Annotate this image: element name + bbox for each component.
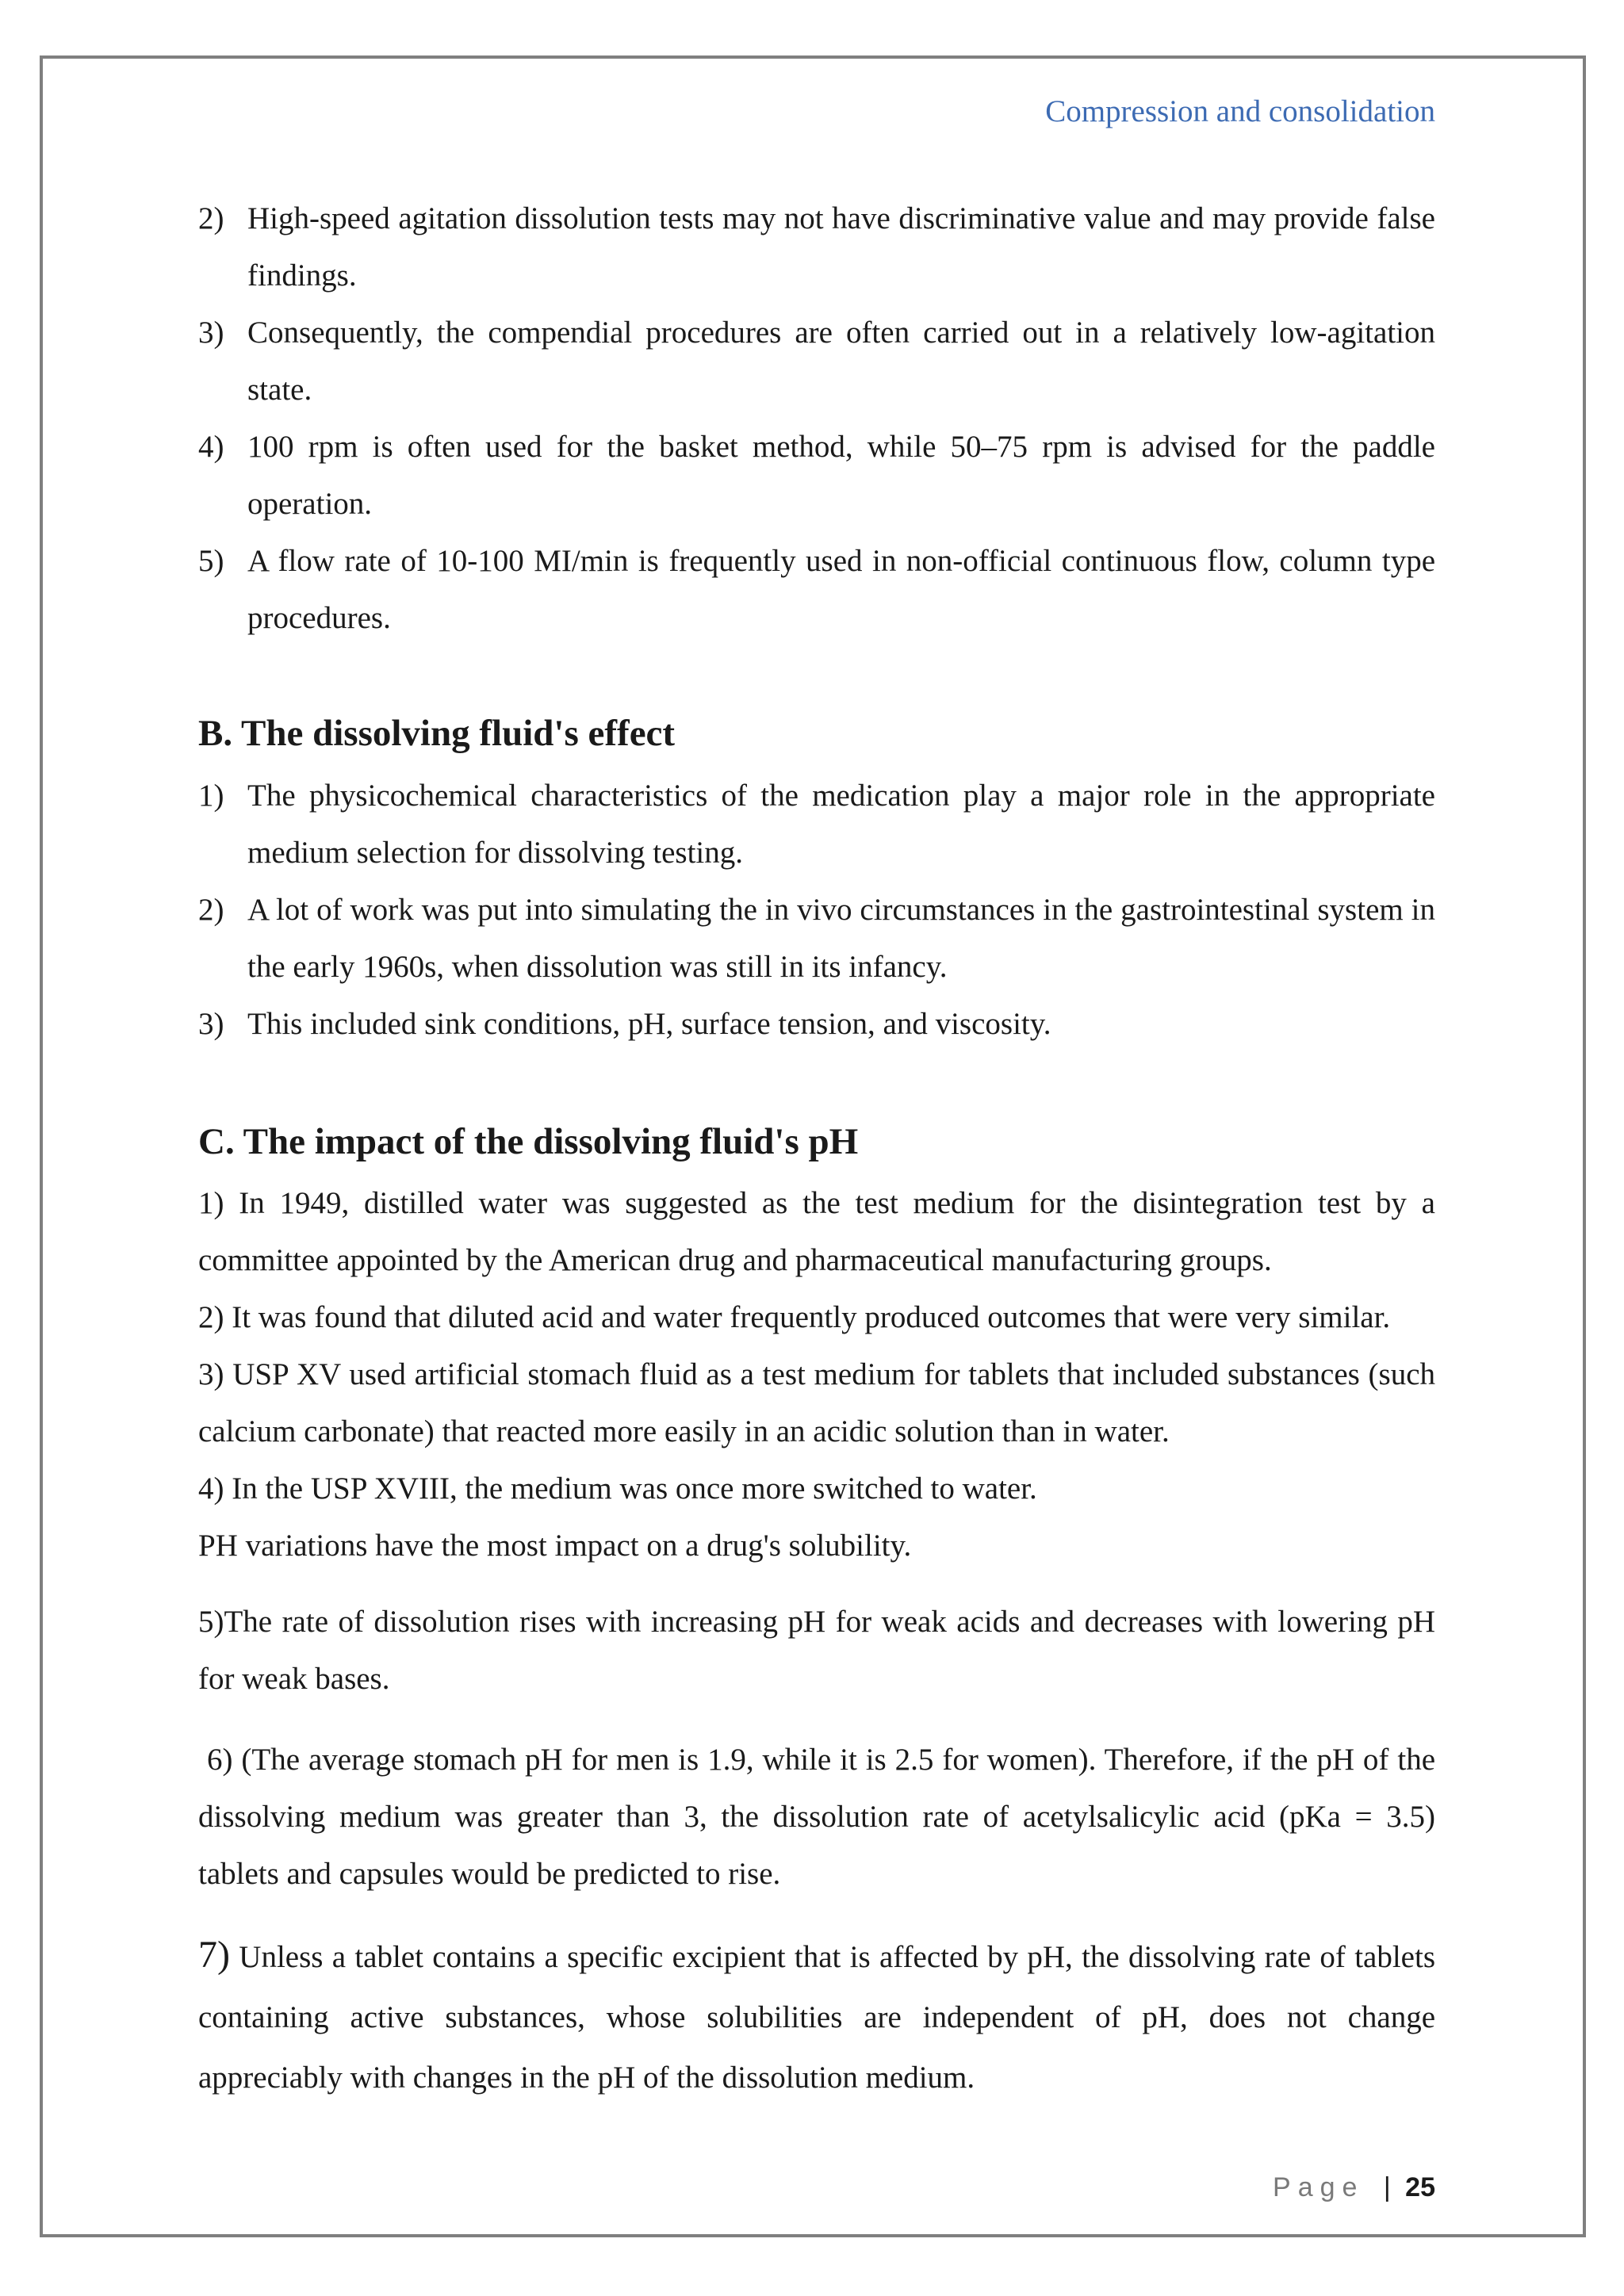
section-c-para-1 — [198, 1175, 1435, 1575]
item-text: A lot of work was put into simulating the in vivo circumstances in the gastrointestinal system in the early 1960s, when dissolution was still in its infancy. — [247, 893, 1435, 984]
list-item — [198, 767, 1435, 882]
item-number: 2) — [198, 893, 224, 927]
item-number: 3) — [198, 316, 224, 350]
item-text: Consequently, the compendial procedures are often carried out in a relatively low-agitation state. — [247, 316, 1435, 407]
list-b — [198, 767, 1435, 1053]
section-c-heading: C. The impact of the dissolving fluid's pH — [198, 1121, 859, 1162]
para-text: 3) USP XV used artificial stomach fluid as a test medium for tablets that included substances (such calcium carbonate) that reacted more easily in an acidic solution than in water. — [198, 1357, 1435, 1448]
list-item — [198, 190, 1435, 304]
page-number: 25 — [1405, 2172, 1435, 2202]
list-item — [198, 304, 1435, 419]
item-number: 3) — [198, 1007, 224, 1041]
item-text: The physicochemical characteristics of the medication play a major role in the appropriate medium selection for dissolving testing. — [247, 779, 1435, 870]
section-c-para-5: 5)The rate of dissolution rises with increasing pH for weak acids and decreases with lowering pH for weak bases. — [198, 1605, 1435, 1696]
page-label: Page — [1273, 2172, 1365, 2202]
section-c-para-6: 6) (The average stomach pH for men is 1.9, while it is 2.5 for women). Therefore, if the pH of the dissolving medium was greater than 3, the dissolution rate of acetylsalicylic acid (pKa = 3.5) tablets and capsules would be predicted to rise. — [198, 1743, 1443, 1891]
list-item — [198, 882, 1435, 996]
para-number: 7) — [198, 1934, 230, 1976]
item-text: A flow rate of 10-100 MI/min is frequently used in non-official continuous flow, column type procedures. — [247, 544, 1435, 635]
para-text: 4) In the USP XVIII, the medium was once more switched to water. — [198, 1471, 1037, 1506]
list-item — [198, 419, 1435, 533]
running-head: Compression and consolidation — [1045, 94, 1435, 128]
item-text: This included sink conditions, pH, surface tension, and viscosity. — [247, 1007, 1051, 1041]
section-c-para-7 — [198, 1925, 1435, 2108]
para-text: Unless a tablet contains a specific excipient that is affected by pH, the dissolving rate of tablets containing active substances, whose solubilities are independent of pH, does not change appreciably with changes in the pH of the dissolution medium. — [198, 1940, 1435, 2095]
item-text: 100 rpm is often used for the basket method, while 50–75 rpm is advised for the paddle operation. — [247, 430, 1435, 521]
para-text: 2) It was found that diluted acid and water frequently produced outcomes that were very similar. — [198, 1300, 1391, 1334]
item-number: 4) — [198, 430, 224, 464]
list-item — [198, 996, 1435, 1053]
item-text: High-speed agitation dissolution tests may not have discriminative value and may provide false findings. — [247, 201, 1435, 293]
page-footer — [1273, 2172, 1435, 2203]
item-number: 2) — [198, 201, 224, 235]
para-text: 1) In 1949, distilled water was suggested as the test medium for the disintegration test by a committee appointed by the American drug and pharmaceutical manufacturing groups. — [198, 1186, 1435, 1277]
item-number: 1) — [198, 779, 224, 813]
list-a — [198, 190, 1435, 647]
item-number: 5) — [198, 544, 224, 578]
page-separator: | — [1383, 2172, 1391, 2202]
section-b-heading: B. The dissolving fluid's effect — [198, 713, 676, 754]
para-text: PH variations have the most impact on a drug's solubility. — [198, 1529, 912, 1563]
list-item — [198, 533, 1435, 647]
